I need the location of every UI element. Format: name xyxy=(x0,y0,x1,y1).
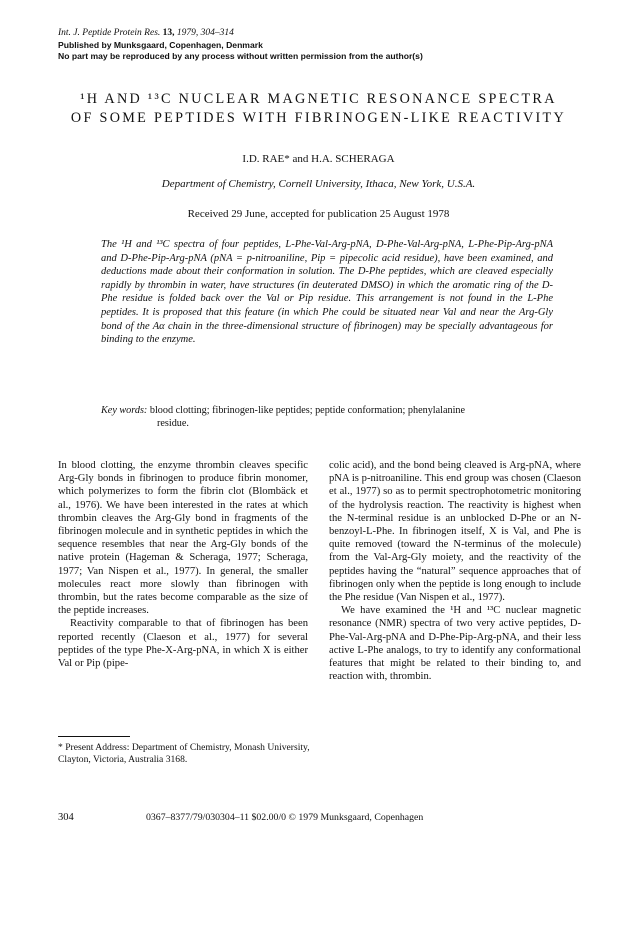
footnote: * Present Address: Department of Chemistry, Monash University, Clayton, Victoria, Australia 3168. xyxy=(58,742,310,766)
body-column-left xyxy=(58,459,308,670)
keywords-line-2: residue. xyxy=(157,418,189,429)
body-paragraph: colic acid), and the bond being cleaved is Arg-pNA, where pNA is p-nitroaniline. This end group was chosen (Claeson et al., 1977) so as to permit spectrophotometric monitoring of the hydrolysis reaction. The reactivity is highest when the N-terminal residue is an unblocked D-Phe or an N-benzoyl-L-Phe. In fibrinogen itself, X is Val, and Phe is quite removed (toward the N-terminus of the molecule) from the Val-Arg-Gly moiety, and the reactivity of the peptides having the “natural” sequence approaches that of fibrinogen only when the peptide is long enough to include the Phe residue (Van Nispen et al., 1977). xyxy=(329,460,581,604)
body-paragraph: In blood clotting, the enzyme thrombin cleaves specific Arg-Gly bonds in fibrinogen to produce fibrin monomer, which polymerizes to form the fibrin clot (Blombäck et al., 1976). We have been interested in the rates at which thrombin cleaves the Arg-Gly bond in fragments of the fibrinogen molecule and in synthetic peptides in which the sequence resembles that near the Arg-Gly bonds of the native protein (Hageman & Scheraga, 1977; Scheraga, 1977; Van Nispen et al., 1977). In general, the smaller molecules react more slowly than fibrinogen with thrombin, but the rates become comparable as the size of the peptide increases. xyxy=(58,460,308,617)
page-number: 304 xyxy=(58,812,74,823)
paper-title xyxy=(40,90,597,128)
keywords-line-1: blood clotting; fibrinogen-like peptides; peptide conformation; phenylalanine xyxy=(149,405,466,416)
body-paragraph: We have examined the ¹H and ¹³C nuclear magnetic resonance (NMR) spectra of two very active peptides, D-Phe-Val-Arg-pNA and D-Phe-Pip-Arg-pNA, and their less active L-Phe analogs, to try to identify any conformational features that might be related to their binding to, and reaction with, thrombin. xyxy=(329,605,581,683)
keywords-label: Key words: xyxy=(101,405,148,416)
footnote-rule xyxy=(58,736,130,737)
journal-volume: 13, xyxy=(162,28,175,38)
rights-line: No part may be reproduced by any process without written permission from the author(s) xyxy=(58,51,423,61)
received-date: Received 29 June, accepted for publication 25 August 1978 xyxy=(187,208,450,220)
abstract: The ¹H and ¹³C spectra of four peptides, L-Phe-Val-Arg-pNA, D-Phe-Val-Arg-pNA, L-Phe-Pip-Arg-pNA and D-Phe-Pip-Arg-pNA (pNA = p-nitroaniline, Pip = pipecolic acid residue), have been examined, and deductions made about their conformation in solution. The D-Phe peptides, which are cleaved especially rapidly by thrombin in water, have structures (in deuterated DMSO) in which the aromatic ring of the D-Phe residue is folded back over the Val or Pip residue. This arrangement is not found in the L-Phe peptides. It is proposed that this feature (in which Phe could be situated near Val and near the Arg-Gly bond of the Aα chain in the three-dimensional structure of fibrinogen) may be specially advantageous for binding to the enzyme. xyxy=(101,239,553,346)
keywords xyxy=(101,404,553,430)
affiliation: Department of Chemistry, Cornell University, Ithaca, New York, U.S.A. xyxy=(161,178,476,190)
title-line-1: ¹H AND ¹³C NUCLEAR MAGNETIC RESONANCE SPECTRA xyxy=(80,91,557,107)
authors: I.D. RAE* and H.A. SCHERAGA xyxy=(242,153,395,165)
journal-header xyxy=(58,28,423,63)
journal-citation xyxy=(58,28,423,40)
body-column-right xyxy=(329,459,581,683)
body-paragraph: Reactivity comparable to that of fibrinogen has been reported recently (Claeson et al., 1977) for several peptides of the type Phe-X-Arg-pNA, in which X is either Val or Pip (pipe- xyxy=(58,618,308,670)
journal-name: Int. J. Peptide Protein Res. xyxy=(58,28,161,38)
journal-year-pages: 1979, 304–314 xyxy=(176,28,234,38)
title-line-2: OF SOME PEPTIDES WITH FIBRINOGEN-LIKE REACTIVITY xyxy=(70,110,567,126)
copyright-line: 0367–8377/79/030304–11 $02.00/0 © 1979 Munksgaard, Copenhagen xyxy=(146,812,424,823)
publisher-line: Published by Munksgaard, Copenhagen, Denmark xyxy=(58,39,263,50)
